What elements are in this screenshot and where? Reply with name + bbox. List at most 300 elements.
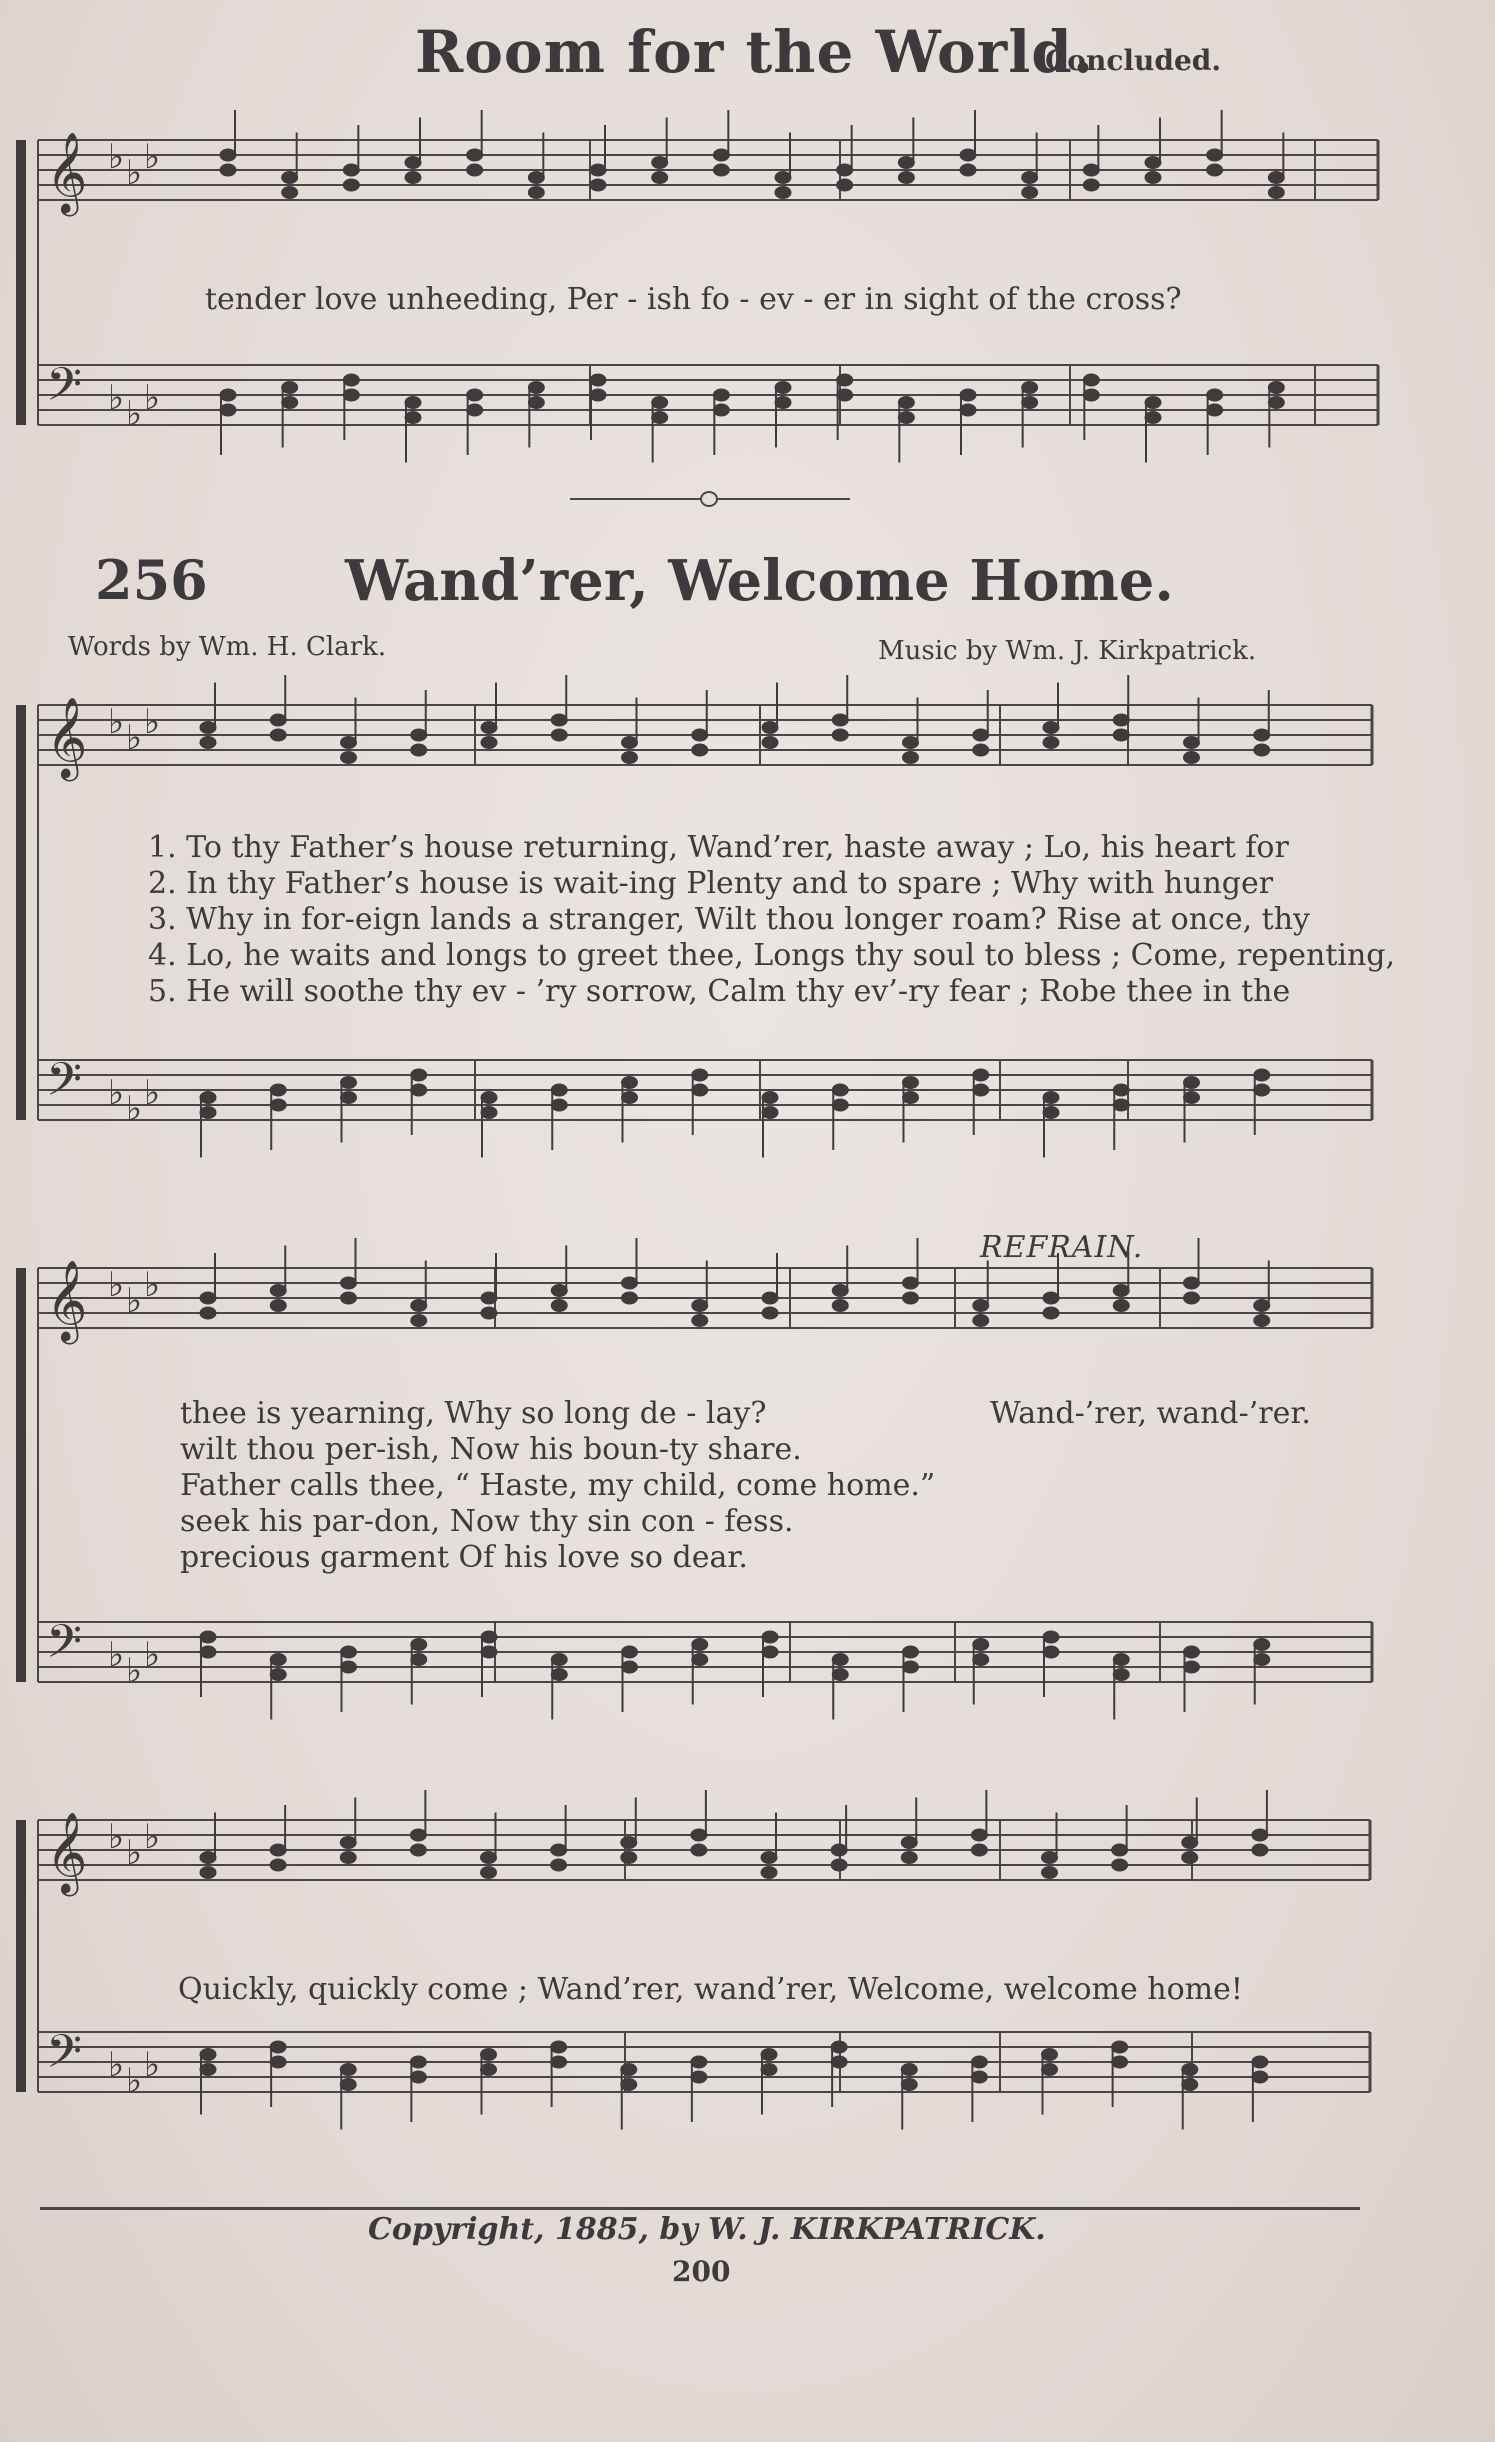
bass-clef-icon: 𝄢 [46, 2025, 83, 2090]
note-head [343, 374, 359, 386]
note-head [692, 1639, 708, 1651]
note-head [282, 172, 298, 184]
note-head [410, 2056, 426, 2068]
note-head [652, 397, 668, 409]
note-head [1184, 752, 1200, 764]
treble-clef-icon: 𝄞 [46, 696, 88, 778]
note-head [1207, 149, 1223, 161]
verse2-line-1: thee is yearning, Why so long de - lay? [180, 1396, 767, 1431]
note-head [960, 389, 976, 401]
note-head [973, 1084, 989, 1096]
note-head [1043, 1631, 1059, 1643]
flat-icon: ♭ [108, 1635, 125, 1675]
refrain-label: REFRAIN. [980, 1230, 1144, 1265]
note-head [1042, 2049, 1058, 2061]
words-credit: Words by Wm. H. Clark. [68, 632, 387, 662]
note-head [973, 1639, 989, 1651]
flat-icon: ♭ [144, 1635, 161, 1675]
note-head [1113, 1669, 1129, 1681]
note-head [1184, 1661, 1200, 1673]
note-head [960, 404, 976, 416]
note-head [411, 1654, 427, 1666]
note-head [832, 1099, 848, 1111]
flat-icon: ♭ [126, 394, 143, 434]
note-head [622, 1077, 638, 1089]
note-head [1254, 1654, 1270, 1666]
note-head [200, 737, 216, 749]
note-head [1042, 1852, 1058, 1864]
note-head [1252, 1829, 1268, 1841]
note-head [341, 1646, 357, 1658]
note-head [411, 1300, 427, 1312]
note-head [1268, 397, 1284, 409]
note-head [971, 1844, 987, 1856]
note-head [898, 397, 914, 409]
music-credit: Music by Wm. J. Kirkpatrick. [878, 636, 1257, 666]
note-head [1254, 1084, 1270, 1096]
note-head [691, 1844, 707, 1856]
note-head [903, 1077, 919, 1089]
note-head [1184, 1646, 1200, 1658]
note-head [481, 2049, 497, 2061]
note-head [762, 1292, 778, 1304]
note-head [340, 2064, 356, 2076]
note-head [775, 187, 791, 199]
note-head [220, 389, 236, 401]
note-head [1043, 1292, 1059, 1304]
note-head [622, 1661, 638, 1673]
note-head [1083, 374, 1099, 386]
note-head [200, 1107, 216, 1119]
note-head [903, 752, 919, 764]
page-number: 200 [672, 2255, 731, 2288]
note-head [1145, 397, 1161, 409]
note-head [270, 1859, 286, 1871]
note-head [590, 374, 606, 386]
note-head [761, 1852, 777, 1864]
note-head [1113, 1654, 1129, 1666]
note-head [971, 2056, 987, 2068]
note-head [762, 1631, 778, 1643]
note-head [1184, 1077, 1200, 1089]
note-head [467, 404, 483, 416]
note-head [405, 412, 421, 424]
note-head [832, 1654, 848, 1666]
note-head [411, 1069, 427, 1081]
note-head [1022, 397, 1038, 409]
note-head [1254, 729, 1270, 741]
flat-icon: ♭ [108, 2045, 125, 2085]
flat-icon: ♭ [144, 1265, 161, 1305]
note-head [761, 2049, 777, 2061]
note-head [971, 1829, 987, 1841]
note-head [551, 1084, 567, 1096]
note-head [411, 1084, 427, 1096]
note-head [761, 1867, 777, 1879]
note-head [1043, 1646, 1059, 1658]
note-head [590, 389, 606, 401]
note-head [1182, 2079, 1198, 2091]
note-head [652, 157, 668, 169]
note-head [481, 1646, 497, 1658]
note-head [971, 2071, 987, 2083]
note-head [762, 1092, 778, 1104]
bass-clef-icon: 𝄢 [46, 358, 83, 423]
note-head [528, 397, 544, 409]
prev-hymn-lyric: tender love unheeding, Per - ish fo - ev - er in sight of the cross? [205, 282, 1182, 317]
note-head [411, 1315, 427, 1327]
note-head [341, 1077, 357, 1089]
note-head [1182, 2064, 1198, 2076]
flat-icon: ♭ [126, 1651, 143, 1691]
note-head [775, 172, 791, 184]
note-head [551, 1285, 567, 1297]
note-head [837, 179, 853, 191]
note-head [1113, 1099, 1129, 1111]
note-head [551, 1844, 567, 1856]
note-head [973, 1069, 989, 1081]
note-head [411, 744, 427, 756]
hymn-title: Wand’rer, Welcome Home. [345, 548, 1174, 614]
note-head [200, 1292, 216, 1304]
flat-icon: ♭ [144, 378, 161, 418]
note-head [405, 397, 421, 409]
note-head [762, 1646, 778, 1658]
note-head [282, 397, 298, 409]
note-head [713, 164, 729, 176]
note-head [621, 1837, 637, 1849]
note-head [831, 1844, 847, 1856]
note-head [1207, 389, 1223, 401]
note-head [691, 2071, 707, 2083]
note-head [270, 2056, 286, 2068]
note-head [270, 1285, 286, 1297]
note-head [1022, 382, 1038, 394]
note-head [1145, 157, 1161, 169]
note-head [1184, 1292, 1200, 1304]
note-head [1043, 722, 1059, 734]
flat-icon: ♭ [126, 153, 143, 193]
note-head [551, 1300, 567, 1312]
note-head [200, 1646, 216, 1658]
note-head [1182, 1837, 1198, 1849]
note-head [1083, 389, 1099, 401]
note-head [590, 179, 606, 191]
note-head [220, 164, 236, 176]
note-head [622, 1646, 638, 1658]
note-head [762, 722, 778, 734]
note-head [762, 737, 778, 749]
note-head [1043, 1307, 1059, 1319]
note-head [692, 1069, 708, 1081]
note-head [901, 2064, 917, 2076]
note-head [832, 1300, 848, 1312]
note-head [1252, 2056, 1268, 2068]
note-head [410, 2071, 426, 2083]
note-head [1182, 1852, 1198, 1864]
note-head [340, 1852, 356, 1864]
note-head [622, 737, 638, 749]
note-head [551, 729, 567, 741]
note-head [1083, 179, 1099, 191]
note-head [481, 722, 497, 734]
note-head [1145, 172, 1161, 184]
concluded-label: Concluded. [1045, 44, 1222, 77]
note-head [528, 187, 544, 199]
note-head [1043, 737, 1059, 749]
note-head [551, 1099, 567, 1111]
note-head [1252, 2071, 1268, 2083]
note-head [200, 1307, 216, 1319]
note-head [200, 2064, 216, 2076]
note-head [973, 1300, 989, 1312]
flat-icon: ♭ [108, 1073, 125, 1113]
note-head [1145, 412, 1161, 424]
note-head [652, 172, 668, 184]
flat-icon: ♭ [144, 2045, 161, 2085]
verse-line-2: 2. In thy Father’s house is wait-ing Plenty and to spare ; Why with hunger [148, 866, 1274, 901]
flat-icon: ♭ [126, 1089, 143, 1129]
note-head [713, 149, 729, 161]
note-head [837, 164, 853, 176]
note-head [973, 1315, 989, 1327]
note-head [481, 1107, 497, 1119]
treble-clef-icon: 𝄞 [46, 1259, 88, 1341]
note-head [1184, 1277, 1200, 1289]
note-head [481, 2064, 497, 2076]
note-head [405, 157, 421, 169]
flat-icon: ♭ [126, 1833, 143, 1873]
flat-icon: ♭ [144, 1817, 161, 1857]
note-head [467, 149, 483, 161]
note-head [220, 149, 236, 161]
note-head [692, 1315, 708, 1327]
note-head [837, 389, 853, 401]
note-head [775, 382, 791, 394]
note-head [481, 1307, 497, 1319]
note-head [762, 1107, 778, 1119]
note-head [898, 172, 914, 184]
note-head [1268, 382, 1284, 394]
prev-hymn-title: Room for the World. [415, 18, 1095, 86]
refrain-text-1: Wand-’rer, wand-’rer. [990, 1396, 1311, 1431]
flat-icon: ♭ [126, 718, 143, 758]
note-head [1254, 1315, 1270, 1327]
note-head [343, 179, 359, 191]
note-head [410, 1829, 426, 1841]
note-head [467, 389, 483, 401]
note-head [1112, 1859, 1128, 1871]
bass-clef-icon: 𝄢 [46, 1053, 83, 1118]
note-head [903, 1092, 919, 1104]
note-head [903, 737, 919, 749]
flat-icon: ♭ [108, 702, 125, 742]
note-head [832, 1669, 848, 1681]
verse2-line-5: precious garment Of his love so dear. [180, 1540, 748, 1575]
note-head [622, 1092, 638, 1104]
note-head [340, 2079, 356, 2091]
copyright: Copyright, 1885, by W. J. KIRKPATRICK. [368, 2212, 1046, 2247]
verse-line-5: 5. He will soothe thy ev - ’ry sorrow, Calm thy ev’-ry fear ; Robe thee in the [148, 974, 1291, 1009]
note-head [832, 1285, 848, 1297]
note-head [1254, 1300, 1270, 1312]
note-head [481, 1092, 497, 1104]
note-head [200, 722, 216, 734]
note-head [200, 1867, 216, 1879]
note-head [341, 1661, 357, 1673]
note-head [1112, 2041, 1128, 2053]
note-head [621, 2079, 637, 2091]
note-head [282, 187, 298, 199]
note-head [973, 744, 989, 756]
flat-icon: ♭ [126, 2061, 143, 2101]
flat-icon: ♭ [108, 1265, 125, 1305]
flat-icon: ♭ [144, 702, 161, 742]
treble-clef-icon: 𝄞 [46, 131, 88, 213]
note-head [903, 1292, 919, 1304]
note-head [1083, 164, 1099, 176]
flat-icon: ♭ [144, 1073, 161, 1113]
note-head [960, 164, 976, 176]
note-head [551, 714, 567, 726]
note-head [200, 1852, 216, 1864]
note-head [270, 729, 286, 741]
verse-line-4: 4. Lo, he waits and longs to greet thee, Longs thy soul to bless ; Come, repenting, [148, 938, 1396, 973]
note-head [551, 1859, 567, 1871]
note-head [411, 1639, 427, 1651]
note-head [837, 374, 853, 386]
note-head [1113, 714, 1129, 726]
note-head [270, 1300, 286, 1312]
note-head [590, 164, 606, 176]
note-head [410, 1844, 426, 1856]
note-head [411, 729, 427, 741]
note-head [1112, 2056, 1128, 2068]
note-head [405, 172, 421, 184]
note-head [1207, 164, 1223, 176]
note-head [761, 2064, 777, 2076]
note-head [973, 1654, 989, 1666]
note-head [1112, 1844, 1128, 1856]
note-head [832, 714, 848, 726]
note-head [340, 1837, 356, 1849]
flat-icon: ♭ [126, 1281, 143, 1321]
note-head [692, 729, 708, 741]
note-head [1042, 2064, 1058, 2076]
note-head [1043, 1092, 1059, 1104]
note-head [832, 729, 848, 741]
note-head [713, 404, 729, 416]
note-head [621, 1852, 637, 1864]
note-head [551, 2056, 567, 2068]
note-head [1254, 744, 1270, 756]
note-head [528, 382, 544, 394]
note-head [341, 1092, 357, 1104]
note-head [691, 1829, 707, 1841]
note-head [270, 1099, 286, 1111]
note-head [692, 744, 708, 756]
flat-icon: ♭ [108, 137, 125, 177]
note-head [1042, 1867, 1058, 1879]
note-head [220, 404, 236, 416]
note-head [551, 2041, 567, 2053]
flat-icon: ♭ [144, 137, 161, 177]
note-head [343, 164, 359, 176]
note-head [903, 1646, 919, 1658]
treble-clef-icon: 𝄞 [46, 1811, 88, 1893]
note-head [1022, 187, 1038, 199]
note-head [341, 752, 357, 764]
note-head [901, 1852, 917, 1864]
verse2-line-2: wilt thou per-ish, Now his boun-ty share. [180, 1432, 802, 1467]
note-head [1207, 404, 1223, 416]
note-head [1113, 1300, 1129, 1312]
note-head [481, 737, 497, 749]
verse2-line-3: Father calls thee, “ Haste, my child, come home.” [180, 1468, 936, 1503]
bass-clef-icon: 𝄢 [46, 1615, 83, 1680]
note-head [831, 1859, 847, 1871]
note-head [1254, 1069, 1270, 1081]
note-head [622, 752, 638, 764]
note-head [960, 149, 976, 161]
note-head [691, 2056, 707, 2068]
note-head [282, 382, 298, 394]
note-head [341, 737, 357, 749]
note-head [528, 172, 544, 184]
note-head [1252, 1844, 1268, 1856]
refrain-text-2: Quickly, quickly come ; Wand’rer, wand’rer, Welcome, welcome home! [178, 1972, 1243, 2007]
note-head [1184, 737, 1200, 749]
note-head [622, 1277, 638, 1289]
note-head [270, 1084, 286, 1096]
note-head [270, 1844, 286, 1856]
verse-line-1: 1. To thy Father’s house returning, Wand’rer, haste away ; Lo, his heart for [148, 830, 1289, 865]
note-head [973, 729, 989, 741]
note-head [341, 1277, 357, 1289]
verse2-line-4: seek his par-don, Now thy sin con - fess. [180, 1504, 794, 1539]
note-head [1113, 1084, 1129, 1096]
note-head [481, 1852, 497, 1864]
note-head [652, 412, 668, 424]
note-head [551, 1669, 567, 1681]
note-head [901, 2079, 917, 2091]
note-head [200, 2049, 216, 2061]
note-head [622, 1292, 638, 1304]
note-head [200, 1631, 216, 1643]
note-head [481, 1631, 497, 1643]
note-head [200, 1092, 216, 1104]
note-head [1254, 1639, 1270, 1651]
verse-line-3: 3. Why in for-eign lands a stranger, Wilt thou longer roam? Rise at once, thy [148, 902, 1310, 937]
flat-icon: ♭ [108, 378, 125, 418]
note-head [270, 2041, 286, 2053]
divider-ornament [700, 491, 718, 507]
hymn-number: 256 [95, 548, 208, 612]
note-head [343, 389, 359, 401]
note-head [1268, 172, 1284, 184]
note-head [270, 714, 286, 726]
note-head [1043, 1107, 1059, 1119]
note-head [341, 1292, 357, 1304]
footer-rule [40, 2207, 1360, 2210]
note-head [467, 164, 483, 176]
note-head [901, 1837, 917, 1849]
note-head [898, 412, 914, 424]
note-head [903, 1661, 919, 1673]
note-head [692, 1300, 708, 1312]
note-head [1113, 1285, 1129, 1297]
note-head [270, 1669, 286, 1681]
